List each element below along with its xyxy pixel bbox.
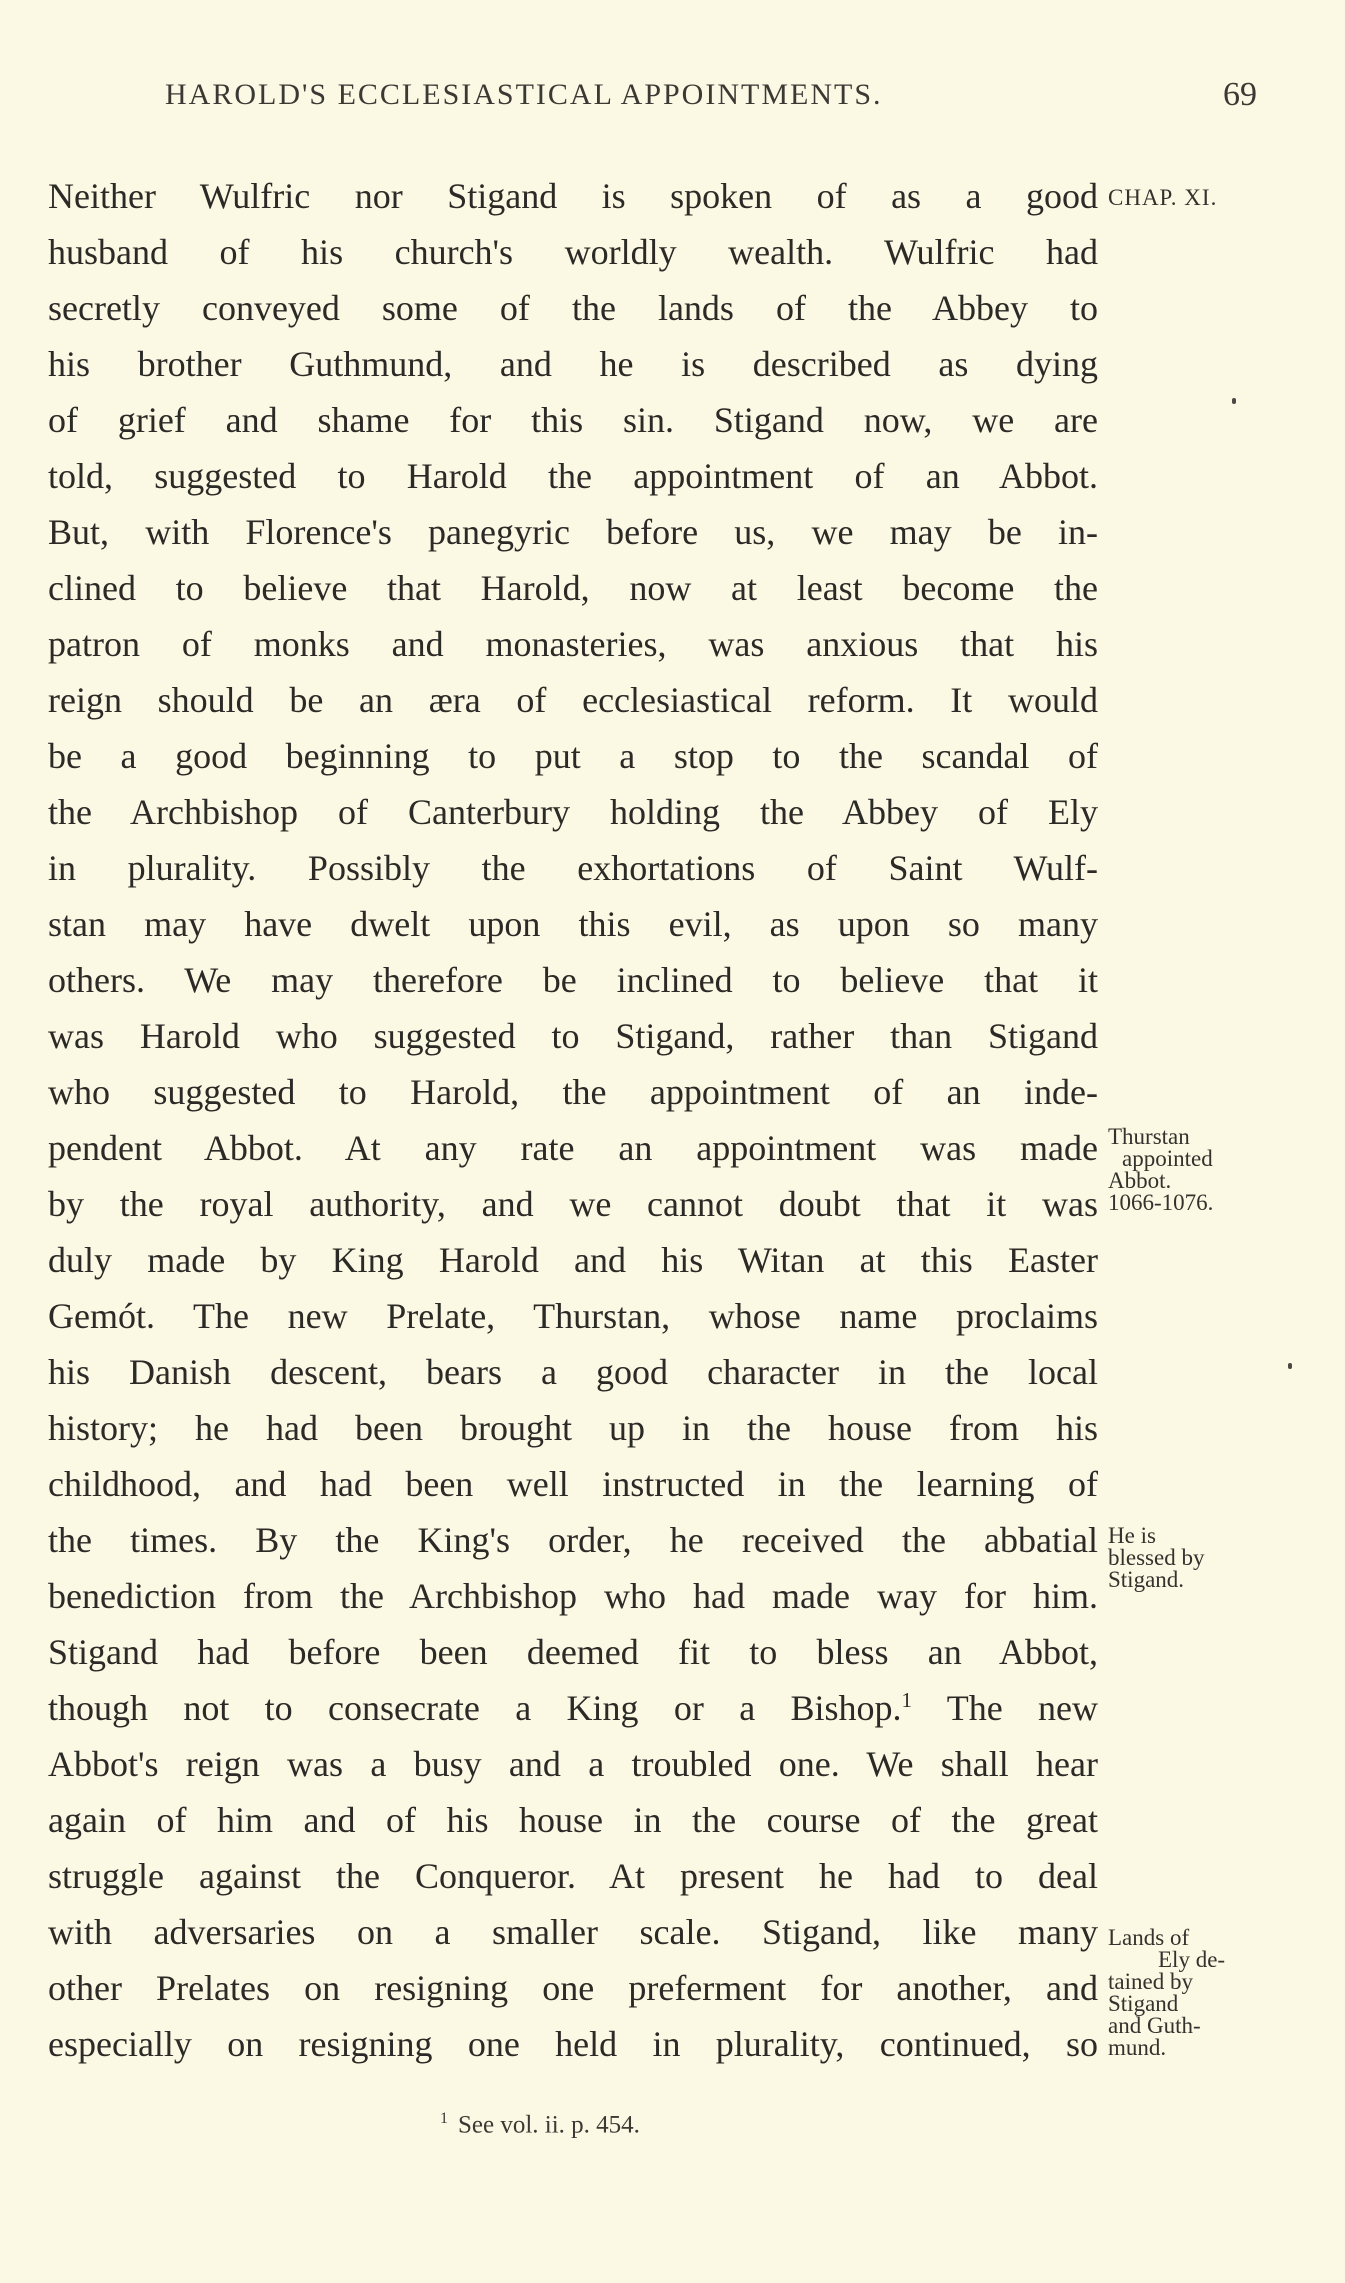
margin-note-line: Stigand — [1108, 1991, 1179, 2016]
margin-note-line: tained by — [1108, 1969, 1193, 1994]
text-line: duly made by King Harold and his Witan at this Easter — [48, 1240, 1098, 1280]
margin-note-line: Thurstan — [1108, 1124, 1190, 1149]
text-line: the Archbishop of Canterbury holding the Abbey of Ely — [48, 792, 1098, 832]
text-line: other Prelates on resigning one preferment for another, and — [48, 1968, 1098, 2008]
text-line: patron of monks and monasteries, was anxious that his — [48, 624, 1098, 664]
page-number: 69 — [1223, 76, 1257, 113]
body-text — [48, 168, 1098, 2072]
text-line: stan may have dwelt upon this evil, as upon so many — [48, 904, 1098, 944]
text-line: history; he had been brought up in the house from his — [48, 1408, 1098, 1448]
text-line: secretly conveyed some of the lands of the Abbey to — [48, 288, 1098, 328]
text-line: by the royal authority, and we cannot doubt that it was — [48, 1184, 1098, 1224]
text-line: the times. By the King's order, he received the abbatial — [48, 1520, 1098, 1560]
text-line: told, suggested to Harold the appointment of an Abbot. — [48, 456, 1098, 496]
footnote — [440, 2110, 640, 2139]
footnote-mark: 1 — [440, 2110, 448, 2127]
text-line: childhood, and had been well instructed in the learning of — [48, 1464, 1098, 1504]
text-line: struggle against the Conqueror. At present he had to deal — [48, 1856, 1098, 1896]
text-line: Neither Wulfric nor Stigand is spoken of as a good — [48, 176, 1098, 216]
text-line: with adversaries on a smaller scale. Stigand, like many — [48, 1912, 1098, 1952]
text-line: his brother Guthmund, and he is described as dying — [48, 344, 1098, 384]
margin-note-line: Ely de- — [1158, 1947, 1226, 1972]
text-line: Stigand had before been deemed fit to bless an Abbot, — [48, 1632, 1098, 1672]
footnote-text: See vol. ii. p. 454. — [458, 2111, 640, 2139]
ink-speck — [1232, 398, 1236, 404]
text-segment: The new — [912, 1688, 1098, 1728]
text-line: again of him and of his house in the course of the great — [48, 1800, 1098, 1840]
text-line: But, with Florence's panegyric before us, we may be in- — [48, 512, 1098, 552]
margin-note-line: and Guth- — [1108, 2013, 1201, 2038]
text-line: especially on resigning one held in plurality, continued, so — [48, 2024, 1098, 2064]
text-line: in plurality. Possibly the exhortations of Saint Wulf- — [48, 848, 1098, 888]
margin-note-line: 1066-1076. — [1108, 1190, 1214, 1215]
text-line: was Harold who suggested to Stigand, rather than Stigand — [48, 1016, 1098, 1056]
margin-note-line: appointed — [1122, 1146, 1213, 1171]
margin-note-line: Stigand. — [1108, 1567, 1185, 1592]
text-line: who suggested to Harold, the appointment of an inde- — [48, 1072, 1098, 1112]
margin-note-line: mund. — [1108, 2035, 1167, 2060]
margin-note-line: blessed by — [1108, 1545, 1205, 1570]
text-line: pendent Abbot. At any rate an appointment was made — [48, 1128, 1098, 1168]
margin-note-line: Abbot. — [1108, 1168, 1172, 1193]
margin-note-chapter: CHAP. XI. — [1108, 185, 1218, 210]
text-line: his Danish descent, bears a good character in the local — [48, 1352, 1098, 1392]
text-line-with-footnote — [48, 1680, 1098, 1736]
margin-note-line: He is — [1108, 1523, 1156, 1548]
ink-speck — [1288, 1363, 1292, 1369]
margin-note-line: Lands of — [1108, 1925, 1190, 1950]
text-line: others. We may therefore be inclined to believe that it — [48, 960, 1098, 1000]
text-line: benediction from the Archbishop who had made way for him. — [48, 1576, 1098, 1616]
text-line: Gemót. The new Prelate, Thurstan, whose name proclaims — [48, 1296, 1098, 1336]
running-title: HAROLD'S ECCLESIASTICAL APPOINTMENTS. — [165, 78, 883, 111]
text-line: husband of his church's worldly wealth. Wulfric had — [48, 232, 1098, 272]
text-segment: though not to consecrate a King or a Bishop. — [48, 1688, 902, 1728]
text-line: be a good beginning to put a stop to the scandal of — [48, 736, 1098, 776]
margin-note-thurstan — [1108, 1126, 1213, 1214]
text-line: Abbot's reign was a busy and a troubled one. We shall hear — [48, 1744, 1098, 1784]
text-line: reign should be an æra of ecclesiastical reform. It would — [48, 680, 1098, 720]
margin-note-lands — [1108, 1927, 1225, 2059]
text-line: of grief and shame for this sin. Stigand now, we are — [48, 400, 1098, 440]
text-line: clined to believe that Harold, now at least become the — [48, 568, 1098, 608]
footnote-reference: 1 — [901, 1688, 913, 1712]
margin-note-blessed — [1108, 1525, 1204, 1591]
